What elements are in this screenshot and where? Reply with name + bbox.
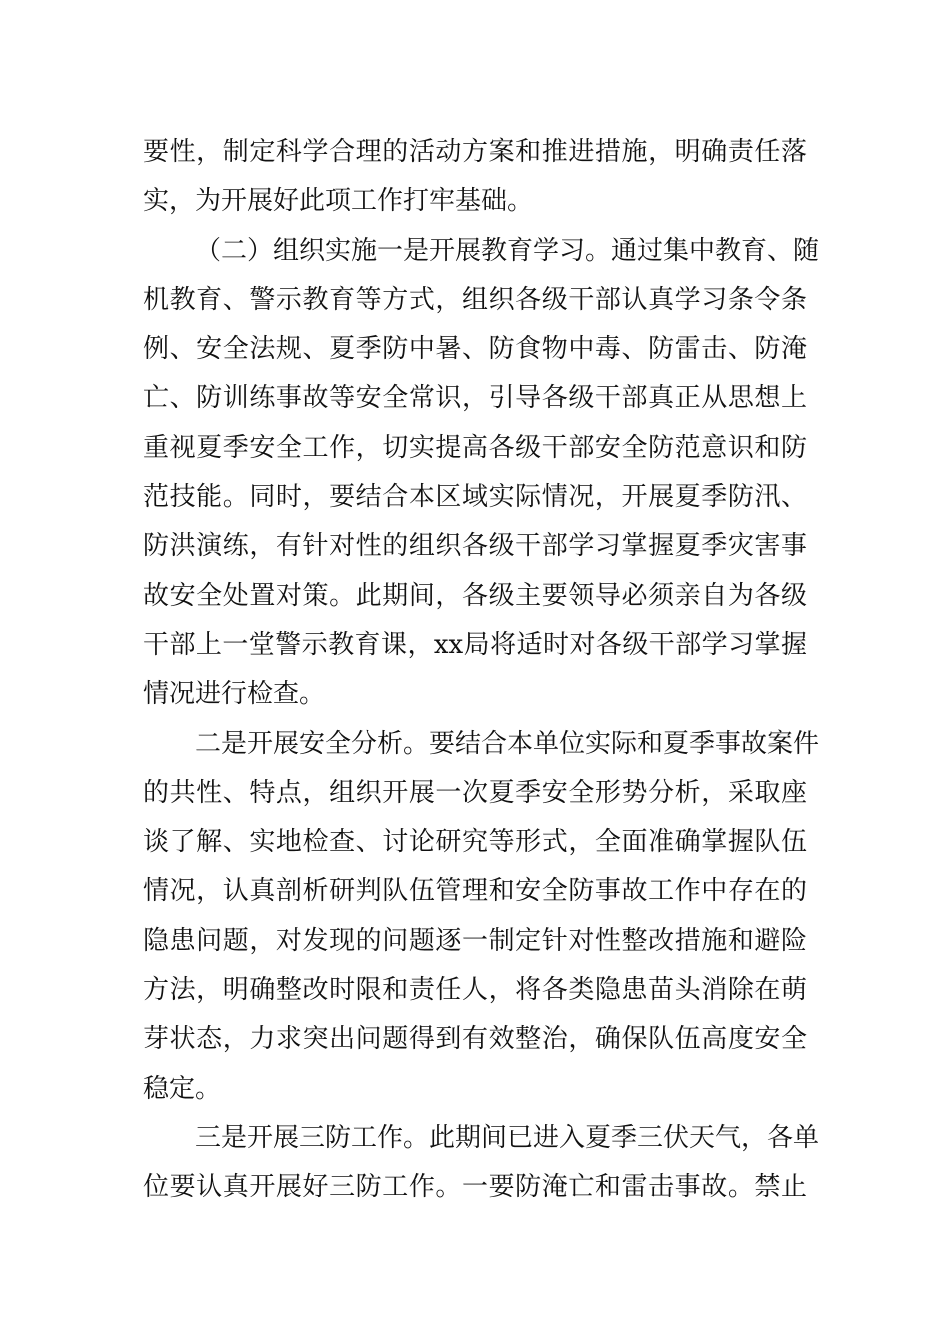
text-line: 范技能。同时，要结合本区域实际情况，开展夏季防汛、 [143,482,807,513]
paragraph-safety-analysis [143,720,820,1114]
text-line: 情况进行检查。 [143,679,326,710]
paragraph-three-prevention [143,1114,820,1213]
text-line: 机教育、警示教育等方式，组织各级干部认真学习条令条 [143,284,807,315]
text-line: 情况，认真剖析研判队伍管理和安全防事故工作中存在的 [143,876,807,907]
text-line: 实，为开展好此项工作打牢基础。 [143,186,534,217]
text-line: 例、安全法规、夏季防中暑、防食物中毒、防雷击、防淹 [143,334,807,365]
text-line: 亡、防训练事故等安全常识，引导各级干部真正从思想上 [143,383,807,414]
text-line: 谈了解、实地检查、讨论研究等形式，全面准确掌握队伍 [143,827,807,858]
text-line: 重视夏季安全工作，切实提高各级干部安全防范意识和防 [143,432,807,463]
document-body [143,128,820,1213]
text-line: 干部上一堂警示教育课，xx局将适时对各级干部学习掌握 [143,629,807,660]
text-line: 故安全处置对策。此期间，各级主要领导必须亲自为各级 [143,580,807,611]
text-line: 防洪演练，有针对性的组织各级干部学习掌握夏季灾害事 [143,531,807,562]
text-line: 稳定。 [143,1073,222,1104]
paragraph-continuation [143,128,807,227]
text-line: 的共性、特点，组织开展一次夏季安全形势分析，采取座 [143,777,807,808]
text-line: 位要认真开展好三防工作。一要防淹亡和雷击事故。禁止 [143,1172,807,1203]
text-line: 方法，明确整改时限和责任人，将各类隐患苗头消除在萌 [143,975,807,1006]
text-line: 隐患问题，对发现的问题逐一制定针对性整改措施和避险 [143,925,807,956]
text-line: 芽状态，力求突出问题得到有效整治，确保队伍高度安全 [143,1024,807,1055]
text-line: 要性，制定科学合理的活动方案和推进措施，明确责任落 [143,137,807,167]
text-line: 二是开展安全分析。要结合本单位实际和夏季事故案件 [195,728,820,759]
text-line: （二）组织实施一是开展教育学习。通过集中教育、随 [195,235,820,266]
paragraph-organize-implement [143,227,820,720]
text-line: 三是开展三防工作。此期间已进入夏季三伏天气，各单 [195,1122,820,1153]
